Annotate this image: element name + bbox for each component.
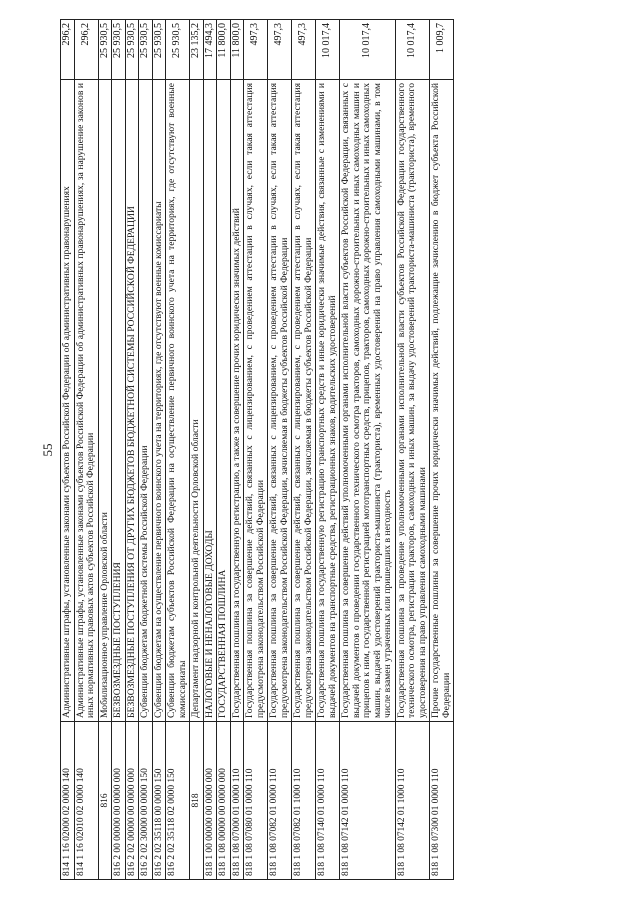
amount-cell: 1 009,7 xyxy=(430,20,454,80)
income-name-cell: БЕЗВОЗМЕЗДНЫЕ ПОСТУПЛЕНИЯ ОТ ДРУГИХ БЮДЖЕТОВ БЮДЖЕТНОЙ СИСТЕМЫ РОССИЙСКОЙ ФЕДЕРАЦИИ xyxy=(125,80,139,722)
income-name-cell: Государственная пошлина за проведение уполномоченными органами исполнительной власти субъектов Российской Федерации государственного технического осмотра, регистрации тракторов, самоходных и иных машин, за выдачу удостоверений тракториста-машиниста (тракториста), временного удостоверения на право управления самоходными машинами xyxy=(395,80,430,722)
table-row xyxy=(340,20,396,880)
budget-code-cell: 818 1 08 07080 01 0000 110 xyxy=(244,722,268,880)
budget-code-cell: 818 1 00 00000 00 0000 000 xyxy=(203,722,217,880)
income-name-cell: БЕЗВОЗМЕЗДНЫЕ ПОСТУПЛЕНИЯ xyxy=(112,80,126,722)
budget-code-cell: 818 1 08 07082 01 1000 110 xyxy=(292,722,316,880)
income-name-cell: ГОСУДАРСТВЕННАЯ ПОШЛИНА xyxy=(217,80,231,722)
table-row xyxy=(268,20,292,880)
table-row xyxy=(152,20,166,880)
rotated-page-content xyxy=(40,20,600,880)
budget-code-cell: 818 1 08 07300 01 0000 110 xyxy=(430,722,454,880)
budget-code-cell: 818 1 08 07082 01 0000 110 xyxy=(268,722,292,880)
amount-cell: 296,2 xyxy=(74,20,98,80)
page-number: 55 xyxy=(40,443,55,457)
table-row xyxy=(139,20,153,880)
amount-cell: 10 017,4 xyxy=(316,20,340,80)
table-row xyxy=(61,20,75,880)
amount-cell: 11 800,0 xyxy=(230,20,244,80)
amount-cell: 497,3 xyxy=(268,20,292,80)
amount-cell: 25 930,5 xyxy=(152,20,166,80)
income-name-cell: НАЛОГОВЫЕ И НЕНАЛОГОВЫЕ ДОХОДЫ xyxy=(203,80,217,722)
amount-cell: 25 930,5 xyxy=(112,20,126,80)
table-row xyxy=(244,20,268,880)
table-row xyxy=(430,20,454,880)
table-row xyxy=(112,20,126,880)
income-name-cell: Государственная пошлина за совершение действий, связанных с лицензированием, с проведением аттестации в случаях, если такая аттестация предусмотрена законодательством Российской Федерации, зачисляемая в бюджеты субъектов Российской Федерации xyxy=(292,80,316,722)
budget-code-cell: 816 2 02 00000 00 0000 000 xyxy=(125,722,139,880)
table-row xyxy=(395,20,430,880)
income-name-cell: Государственная пошлина за совершение действий, связанных с лицензированием, с проведением аттестации в случаях, если такая аттестация предусмотрена законодательством Российской Федерации, зачисляемая в бюджеты субъектов Российской Федерации xyxy=(268,80,292,722)
income-name-cell: Субвенции бюджетам бюджетной системы Российской Федерации xyxy=(139,80,153,722)
table-row xyxy=(217,20,231,880)
budget-code-cell: 816 2 02 35118 02 0000 150 xyxy=(166,722,190,880)
table-row xyxy=(125,20,139,880)
income-name-cell: Административные штрафы, установленные законами субъектов Российской Федерации об административных правонарушениях xyxy=(61,80,75,722)
budget-code-cell: 816 2 02 35118 00 0000 150 xyxy=(152,722,166,880)
budget-code-cell: 818 1 08 00000 00 0000 000 xyxy=(217,722,231,880)
income-name-cell: Государственная пошлина за государственную регистрацию, а также за совершение прочих юридически значимых действий xyxy=(230,80,244,722)
budget-code-cell: 814 1 16 02000 02 0000 140 xyxy=(61,722,75,880)
income-name-cell: Субвенции бюджетам субъектов Российской Федерации на осуществление первичного воинского учета на территориях, где отсутствуют военные комиссариаты xyxy=(166,80,190,722)
income-name-cell: Прочие государственные пошлины за совершение прочих юридически значимых действий, подлежащие зачислению в бюджет субъекта Российской Федерации xyxy=(430,80,454,722)
amount-cell: 25 930,5 xyxy=(139,20,153,80)
budget-code-cell: 816 xyxy=(98,722,112,880)
budget-code-cell: 816 2 00 00000 00 0000 000 xyxy=(112,722,126,880)
amount-cell: 25 930,5 xyxy=(125,20,139,80)
table-row xyxy=(203,20,217,880)
amount-cell: 296,2 xyxy=(61,20,75,80)
amount-cell: 11 800,0 xyxy=(217,20,231,80)
amount-cell: 497,3 xyxy=(244,20,268,80)
table-row xyxy=(98,20,112,880)
budget-code-cell: 818 1 08 07142 01 0000 110 xyxy=(340,722,396,880)
budget-code-cell: 814 1 16 02010 02 0000 140 xyxy=(74,722,98,880)
table-row xyxy=(166,20,190,880)
budget-revenue-table xyxy=(60,19,454,880)
income-name-cell: Административные штрафы, установленные законами субъектов Российской Федерации об административных правонарушениях, за нарушение законов и иных нормативных правовых актов субъектов Российской Федерации xyxy=(74,80,98,722)
table-row xyxy=(230,20,244,880)
amount-cell: 25 930,5 xyxy=(98,20,112,80)
budget-code-cell: 818 xyxy=(190,722,204,880)
budget-code-cell: 816 2 02 30000 00 0000 150 xyxy=(139,722,153,880)
table-row xyxy=(74,20,98,880)
income-name-cell: Мобилизационное управление Орловской области xyxy=(98,80,112,722)
income-name-cell: Департамент надзорной и контрольной деятельности Орловской области xyxy=(190,80,204,722)
amount-cell: 25 930,5 xyxy=(166,20,190,80)
amount-cell: 10 017,4 xyxy=(340,20,396,80)
amount-cell: 497,3 xyxy=(292,20,316,80)
table-row xyxy=(292,20,316,880)
income-name-cell: Государственная пошлина за совершение действий, связанных с лицензированием, с проведением аттестации в случаях, если такая аттестация предусмотрена законодательством Российской Федерации xyxy=(244,80,268,722)
table-row xyxy=(316,20,340,880)
income-name-cell: Государственная пошлина за совершение действий уполномоченными органами исполнительной власти субъектов Российской Федерации, связанных с выдачей документов о проведении государственного технического осмотра тракторов, самоходных дорожно-строительных и иных самоходных машин и прицепов к ним, государственной регистрацией мототранспортных средств, прицепов, тракторов, самоходных дорожно-строительных и иных самоходных машин, выдачей удостоверений тракториста-машиниста (тракториста), временных удостоверений на право управления самоходными машинами, в том числе взамен утраченных или пришедших в негодность xyxy=(340,80,396,722)
budget-code-cell: 818 1 08 07142 01 1000 110 xyxy=(395,722,430,880)
income-name-cell: Государственная пошлина за государственную регистрацию транспортных средств и иные юридически значимые действия, связанные с изменениями и выдачей документов на транспортные средства, регистрационных знаков, водительских удостоверений xyxy=(316,80,340,722)
income-name-cell: Субвенции бюджетам на осуществление первичного воинского учета на территориях, где отсутствуют военные комиссариаты xyxy=(152,80,166,722)
budget-code-cell: 818 1 08 07140 01 0000 110 xyxy=(316,722,340,880)
budget-code-cell: 818 1 08 07000 01 0000 110 xyxy=(230,722,244,880)
table-row xyxy=(190,20,204,880)
amount-cell: 17 494,3 xyxy=(203,20,217,80)
amount-cell: 10 017,4 xyxy=(395,20,430,80)
amount-cell: 23 135,2 xyxy=(190,20,204,80)
